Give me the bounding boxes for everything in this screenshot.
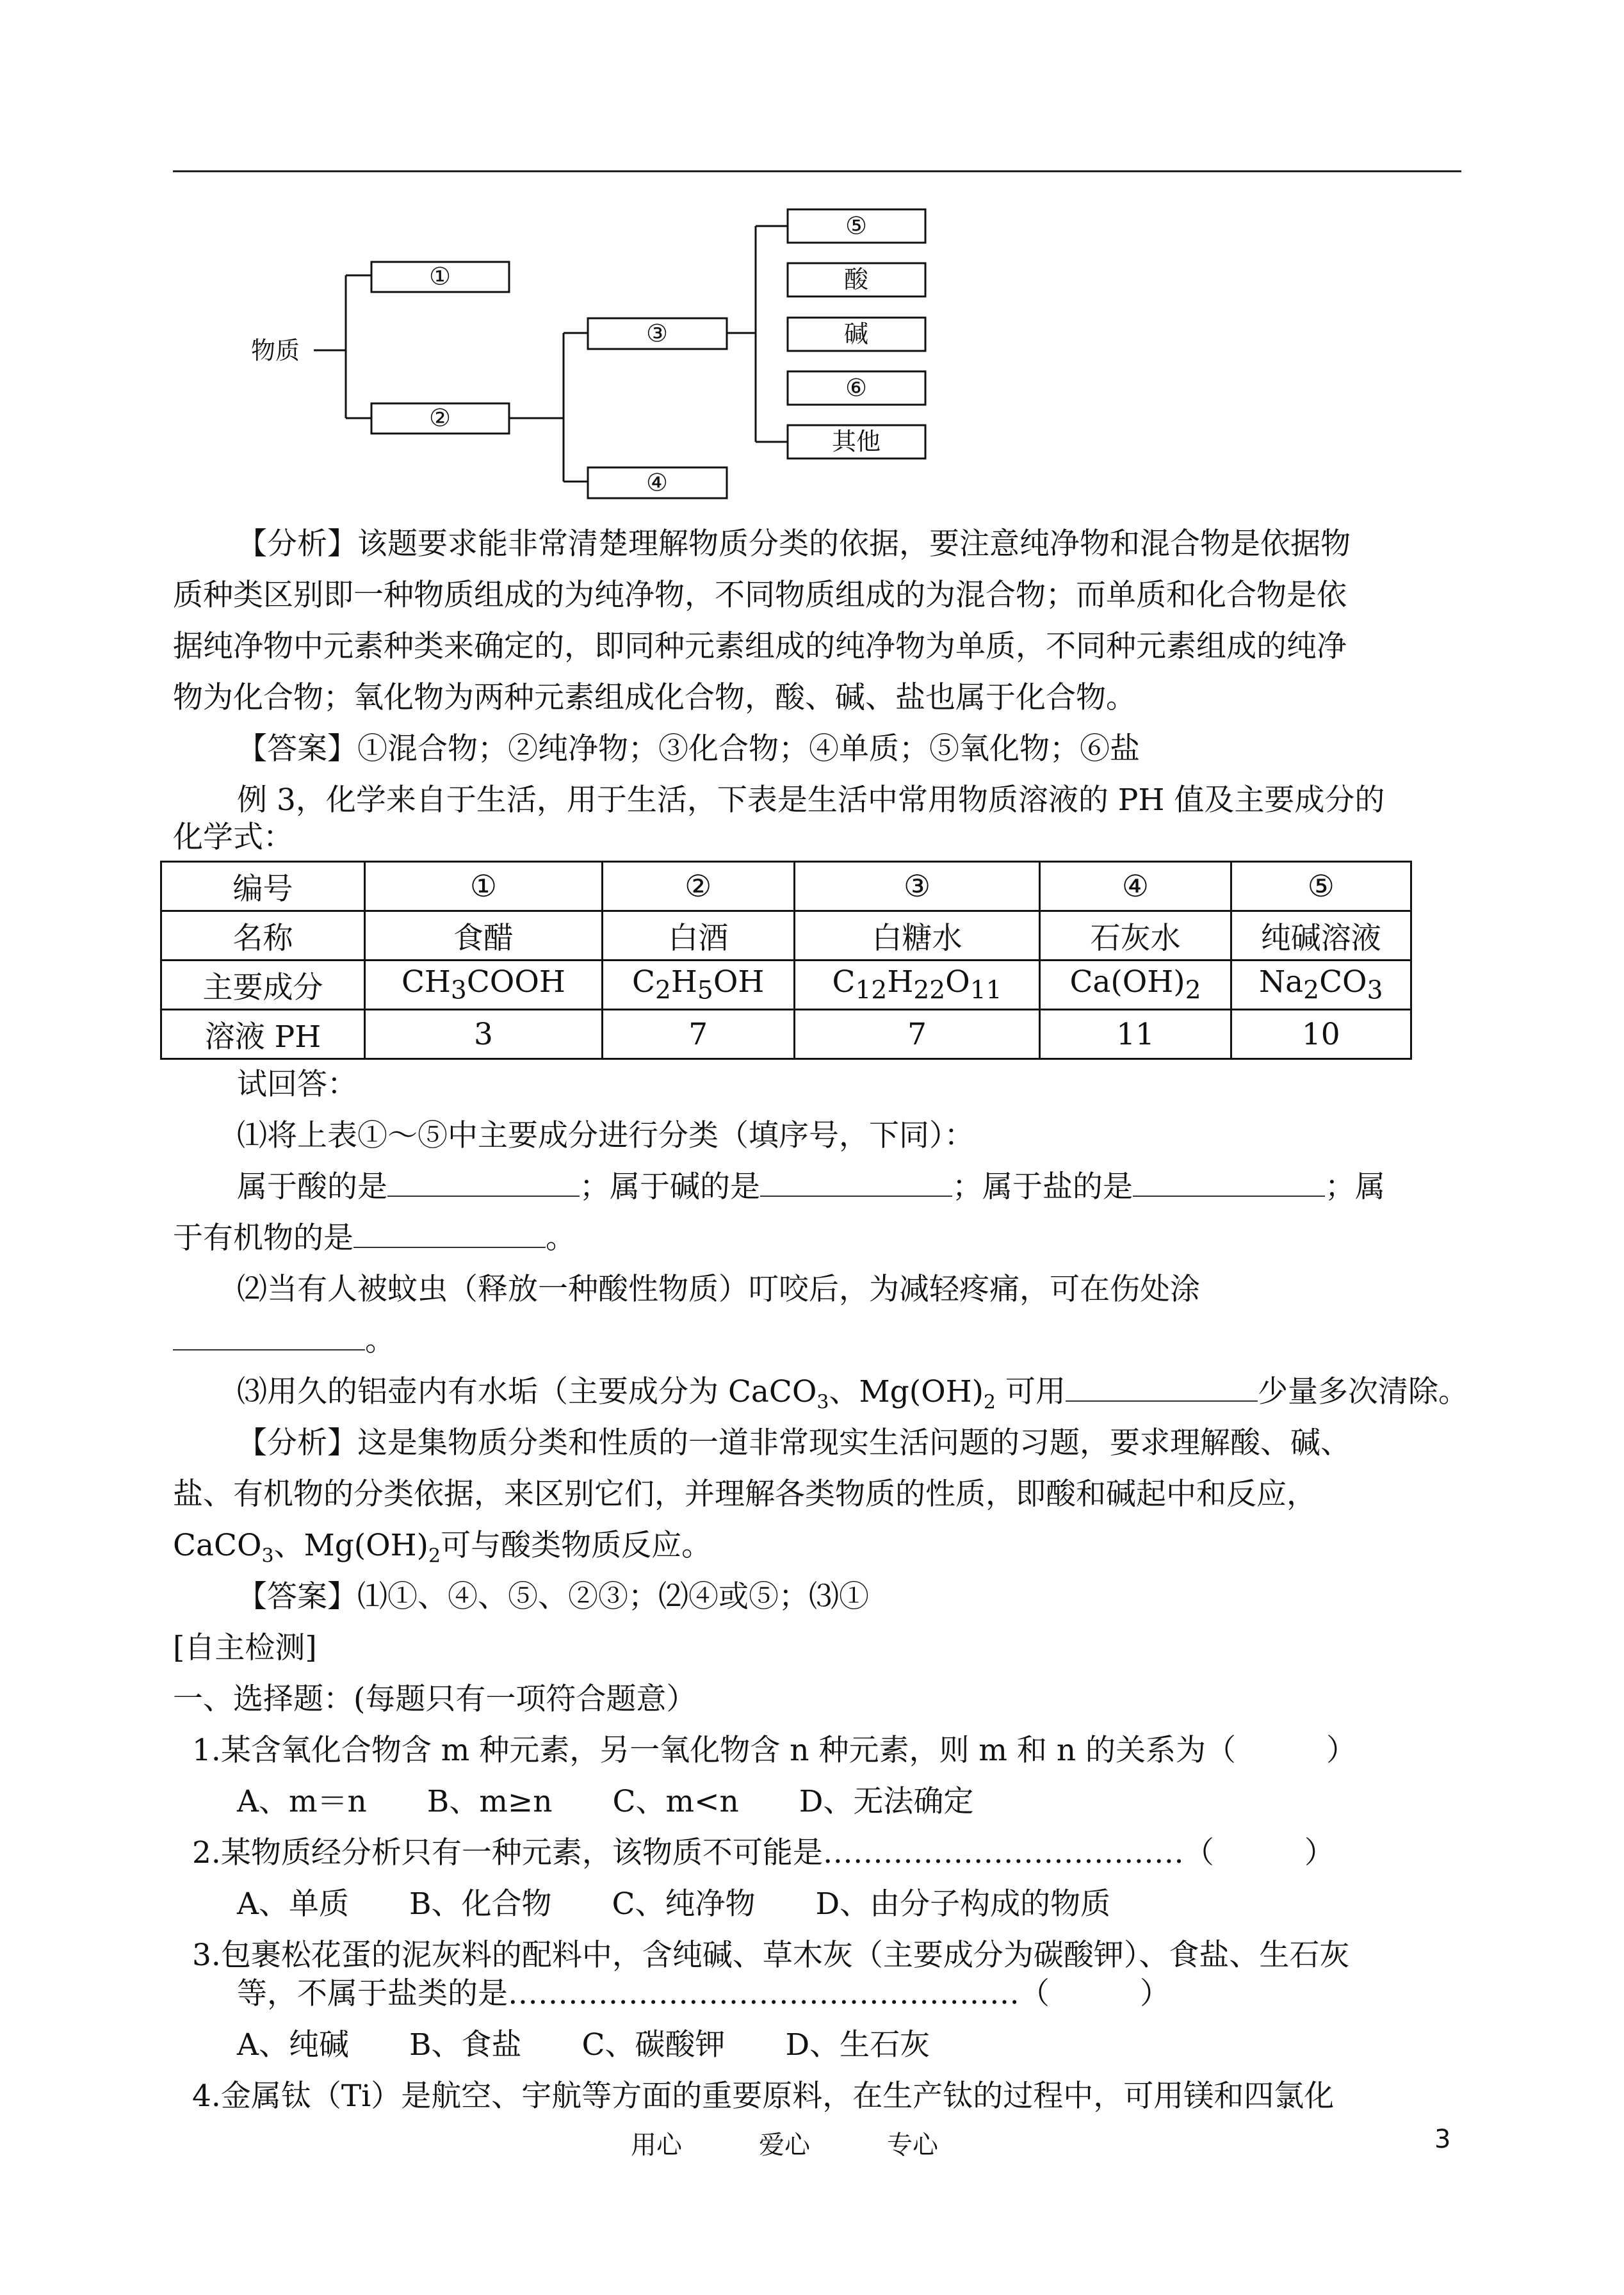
- question-1: ⑴将上表①～⑤中主要成分进行分类（填序号，下同）：: [237, 1118, 975, 1153]
- mc-question-4: 4.金属钛（Ti）是航空、宇航等方面的重要原料，在生产钛的过程中，可用镁和四氯化: [192, 2079, 1335, 2114]
- question-1-fill-line-2: 于有机物的是 。: [173, 1220, 576, 1256]
- diagram-node-1: ①: [428, 262, 451, 291]
- question-2: ⑵当有人被蚊虫（释放一种酸性物质）叮咬后，为减轻疼痛，可在伤处涂: [237, 1272, 1200, 1307]
- question-2-fill-line: 。: [173, 1320, 395, 1361]
- formula-na2co3: $Na_2CO_3$: [1231, 961, 1411, 1010]
- questions-intro: 试回答：: [237, 1067, 357, 1102]
- question-1-fill-line: 属于酸的是 ；属于碱的是 ；属于盐的是 ；属: [237, 1169, 1385, 1204]
- table-cell: ①: [365, 862, 603, 911]
- table-row: [161, 911, 1411, 961]
- blank-q3[interactable]: [1066, 1375, 1258, 1402]
- answer-2: 【答案】⑴①、④、⑤、②③；⑵④或⑤；⑶①: [237, 1579, 869, 1614]
- formula-c12h22o11: $C_{12}H_{22}O_{11}$: [794, 961, 1040, 1010]
- table-cell: ②: [602, 862, 794, 911]
- footer-text-1: 用心: [631, 2130, 682, 2160]
- header-rule: [173, 170, 1461, 172]
- analysis-1-line-2: 质种类区别即一种物质组成的为纯净物，不同物质组成的为混合物；而单质和化合物是依: [173, 578, 1347, 613]
- table-cell: 溶液 PH: [161, 1010, 365, 1059]
- analysis-2-line-2: 盐、有机物的分类依据，来区别它们，并理解各类物质的性质，即酸和碱起中和反应，: [173, 1477, 1317, 1512]
- page-number: 3: [1434, 2125, 1451, 2154]
- table-cell: 白酒: [602, 911, 794, 961]
- diagram-node-5: ⑤: [845, 211, 868, 240]
- mc-question-3: 3.包裹松花蛋的泥灰料的配料中，含纯碱、草木灰（主要成分为碳酸钾）、食盐、生石灰: [192, 1938, 1350, 1973]
- table-cell: 7: [794, 1010, 1040, 1059]
- table-cell: ⑤: [1231, 862, 1411, 911]
- formula-ch3cooh: $CH_3COOH$: [365, 961, 603, 1010]
- mc-question-3-options: A、纯碱 B、食盐 C、碳酸钾 D、生石灰: [237, 2027, 930, 2063]
- table-cell: 7: [602, 1010, 794, 1059]
- blank-acid[interactable]: [387, 1170, 580, 1197]
- question-3: ⑶用久的铝壶内有水垢（主要成分为 CaCO$_3$、$Mg(OH)_2$ 可用 少量多次清除。: [237, 1374, 1468, 1414]
- example-3-line-2: 化学式：: [173, 820, 293, 855]
- self-check-heading: [自主检测]: [173, 1630, 317, 1666]
- blank-salt[interactable]: [1133, 1170, 1325, 1197]
- diagram-node-4: ④: [646, 468, 669, 497]
- table-cell: 3: [365, 1010, 603, 1059]
- blank-base[interactable]: [760, 1170, 952, 1197]
- diagram-node-other: 其他: [831, 427, 881, 456]
- table-row: [161, 1010, 1411, 1059]
- analysis-1-line-1: 【分析】该题要求能非常清楚理解物质分类的依据，要注意纯净物和混合物是依据物: [237, 526, 1351, 562]
- footer-text-3: 专心: [887, 2130, 938, 2160]
- classification-diagram: [237, 199, 941, 519]
- table-cell: 纯碱溶液: [1231, 911, 1411, 961]
- table-cell: 10: [1231, 1010, 1411, 1059]
- formula-c2h5oh: $C_2H_5OH$: [602, 961, 794, 1010]
- mc-question-3-line-2: 等，不属于盐类的是……………………………………………（ ）: [237, 1976, 1170, 2011]
- mc-question-2-options: A、单质 B、化合物 C、纯净物 D、由分子构成的物质: [237, 1886, 1111, 1922]
- diagram-node-6: ⑥: [845, 373, 868, 402]
- section-heading: 一、选择题：(每题只有一项符合题意）: [173, 1682, 697, 1717]
- diagram-node-2: ②: [428, 403, 451, 432]
- footer-text-2: 爱心: [759, 2130, 810, 2160]
- analysis-1-line-4: 物为化合物；氧化物为两种元素组成化合物，酸、碱、盐也属于化合物。: [173, 680, 1136, 715]
- analysis-2-line-3: CaCO$_3$、$Mg(OH)_2$可与酸类物质反应。: [173, 1528, 712, 1568]
- table-cell: 石灰水: [1040, 911, 1231, 961]
- analysis-2-line-1: 【分析】这是集物质分类和性质的一道非常现实生活问题的习题，要求理解酸、碱、: [237, 1425, 1351, 1461]
- table-cell: ③: [794, 862, 1040, 911]
- blank-q2[interactable]: [173, 1324, 365, 1350]
- mc-question-1-options: A、m＝n B、m≥n C、m<n D、无法确定: [237, 1784, 974, 1819]
- formula-caoh2: $Ca(OH)_2$: [1040, 961, 1231, 1010]
- blank-organic[interactable]: [353, 1221, 546, 1248]
- diagram-root: 物质: [250, 336, 300, 365]
- table-cell: 11: [1040, 1010, 1231, 1059]
- table-row: [161, 961, 1411, 1010]
- ph-table: [160, 861, 1412, 1060]
- diagram-node-acid: 酸: [843, 265, 869, 294]
- table-cell: 名称: [161, 911, 365, 961]
- table-cell: 食醋: [365, 911, 603, 961]
- example-3-line-1: 例 3，化学来自于生活，用于生活，下表是生活中常用物质溶液的 PH 值及主要成分的: [237, 783, 1385, 818]
- mc-question-1: 1.某含氧化合物含 m 种元素，另一氧化物含 n 种元素，则 m 和 n 的关系为（ ）: [192, 1733, 1357, 1768]
- diagram-node-3: ③: [646, 319, 669, 348]
- mc-question-2: 2.某物质经分析只有一种元素，该物质不可能是………………………………（ ）: [192, 1835, 1335, 1870]
- analysis-1-line-3: 据纯净物中元素种类来确定的，即同种元素组成的纯净物为单质，不同种元素组成的纯净: [173, 629, 1347, 664]
- table-cell: 主要成分: [161, 961, 365, 1010]
- answer-1: 【答案】①混合物；②纯净物；③化合物；④单质；⑤氧化物；⑥盐: [237, 731, 1140, 766]
- table-cell: ④: [1040, 862, 1231, 911]
- table-cell: 编号: [161, 862, 365, 911]
- diagram-node-base: 碱: [843, 320, 869, 348]
- table-cell: 白糖水: [794, 911, 1040, 961]
- table-row: [161, 862, 1411, 911]
